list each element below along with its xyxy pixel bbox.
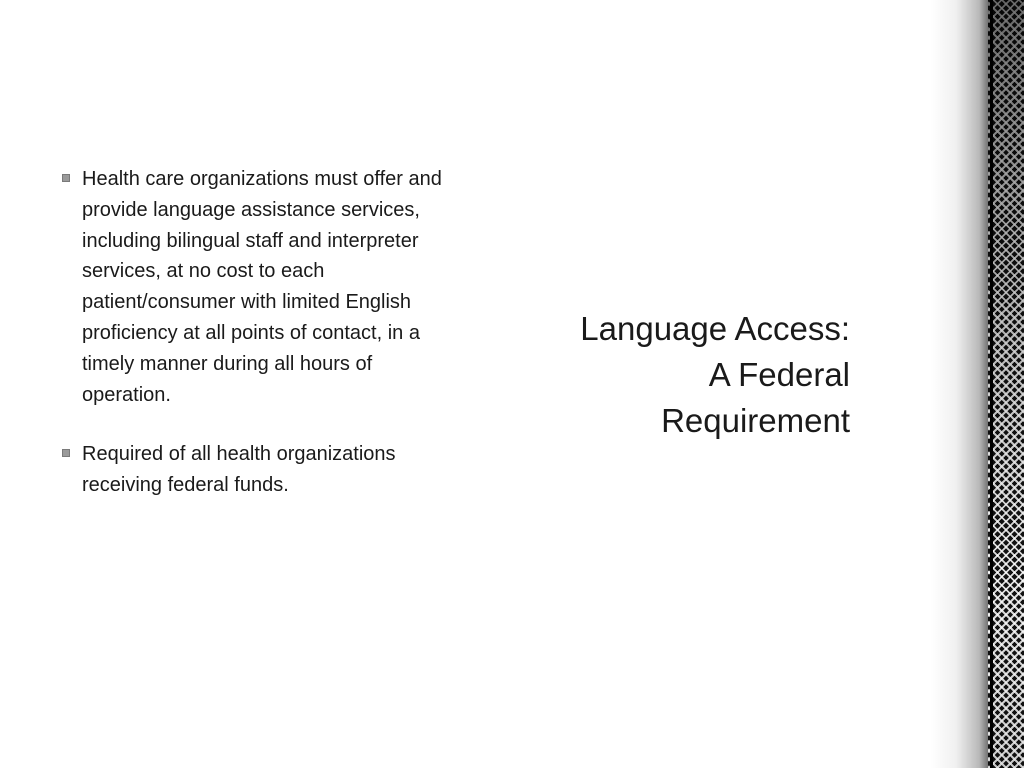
checkered-strip-decoration	[988, 0, 1024, 768]
bullet-text: Required of all health organizations receiving federal funds.	[82, 443, 396, 497]
edge-shadow-decoration	[930, 0, 988, 768]
slide-title-line: A Federal	[708, 356, 850, 393]
edge-divider-line	[990, 0, 993, 768]
bullet-item	[60, 439, 460, 501]
bullet-text: Health care organizations must offer and provide language assistance services, including bilingual staff and interpreter services, at no cost to each patient/consumer with limited English proficiency at all points of contact, in a timely manner during all hours of operation.	[82, 168, 442, 406]
bullet-item	[60, 164, 460, 410]
slide-title-line: Requirement	[661, 402, 850, 439]
slide-title-line: Language Access:	[580, 310, 850, 347]
square-bullet-icon	[62, 449, 70, 457]
bullet-list	[60, 164, 460, 530]
slide-title	[520, 306, 850, 444]
square-bullet-icon	[62, 174, 70, 182]
